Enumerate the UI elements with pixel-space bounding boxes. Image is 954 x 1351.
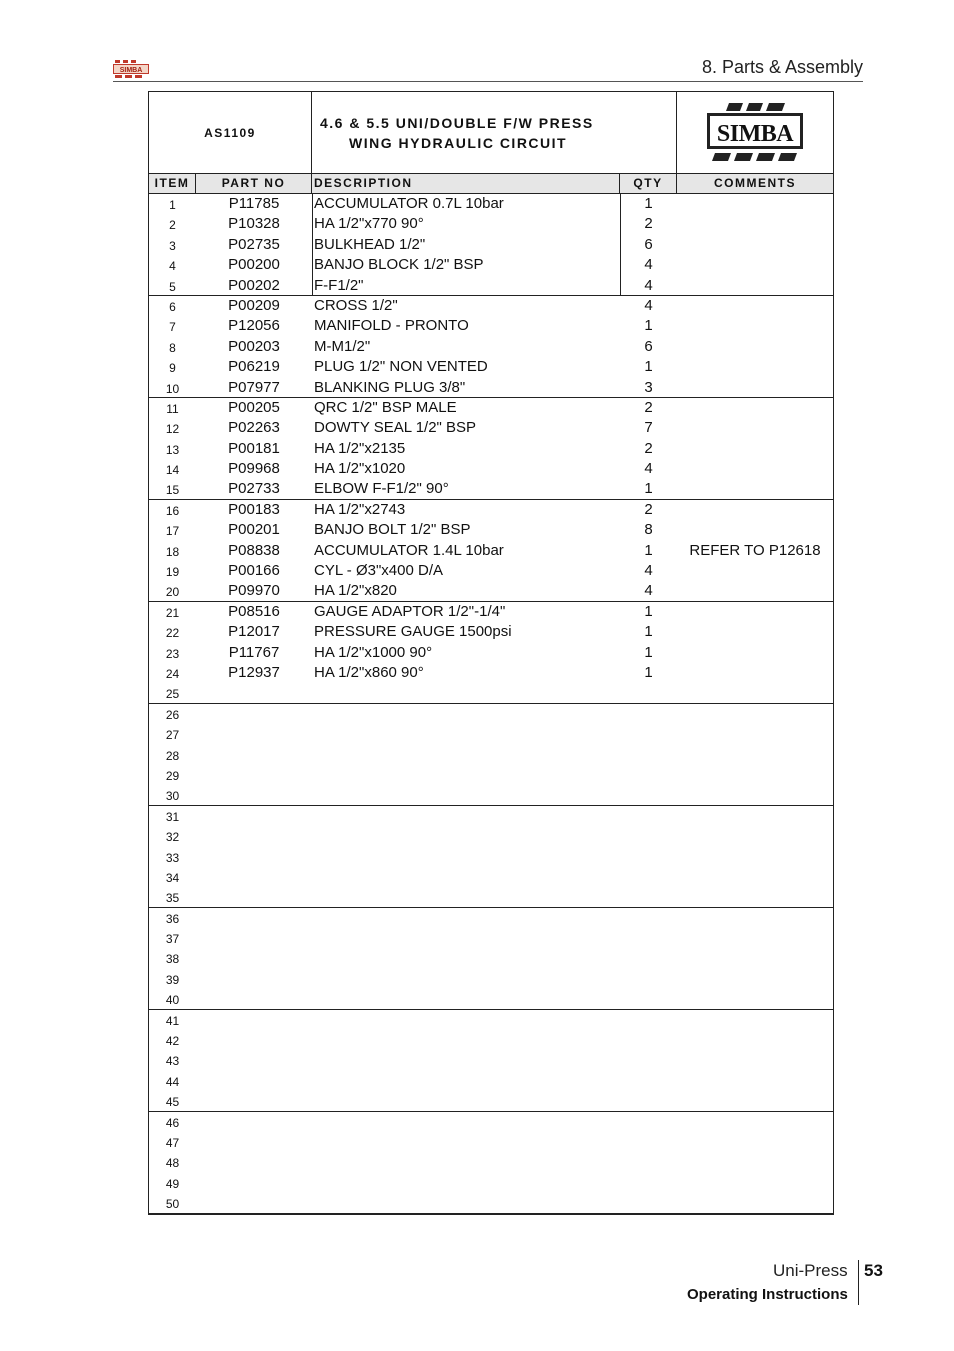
- item-number: 12: [165, 422, 180, 437]
- table-row: [149, 296, 833, 316]
- item-number: 30: [165, 789, 180, 804]
- item-number: 7: [169, 320, 176, 335]
- item-number: 19: [165, 565, 180, 580]
- part-number: P00203: [228, 337, 280, 355]
- part-number: P00166: [228, 562, 280, 580]
- table-row: [149, 1071, 833, 1091]
- item-number: 24: [165, 666, 180, 681]
- table-title-row: [149, 92, 833, 174]
- item-number: 4: [169, 259, 176, 274]
- item-number: 13: [165, 442, 180, 457]
- table-row: [149, 1030, 833, 1050]
- item-number: 26: [165, 707, 180, 722]
- quantity: 1: [644, 480, 653, 498]
- quantity: 2: [644, 439, 653, 457]
- quantity: 1: [644, 643, 653, 661]
- item-number: 11: [166, 401, 179, 416]
- quantity: 1: [644, 195, 653, 212]
- svg-text:SIMBA: SIMBA: [716, 121, 794, 147]
- table-row: [149, 1010, 833, 1030]
- part-number: P11785: [228, 195, 280, 212]
- assembly-code: AS1109: [149, 92, 312, 174]
- description: M-M1/2": [314, 337, 371, 355]
- item-number: 1: [169, 198, 176, 212]
- item-number: 40: [165, 993, 180, 1008]
- description: CROSS 1/2": [314, 296, 398, 314]
- table-row: [149, 479, 833, 499]
- item-number: 49: [165, 1176, 180, 1191]
- table-row: [149, 602, 833, 622]
- part-number: P07977: [228, 378, 280, 396]
- table-row: [149, 337, 833, 357]
- table-row: [149, 1050, 833, 1070]
- table-row: [149, 928, 833, 948]
- quantity: 1: [644, 663, 653, 681]
- description: ACCUMULATOR 0.7L 10bar: [314, 195, 504, 212]
- col-comments: COMMENTS: [714, 176, 796, 190]
- col-qty: QTY: [620, 174, 677, 193]
- table-row: [149, 194, 833, 214]
- item-number: 16: [165, 503, 180, 518]
- quantity: 2: [644, 500, 653, 518]
- table-row: [149, 418, 833, 438]
- description: HA 1/2"x2135: [314, 439, 406, 457]
- item-number: 25: [165, 687, 180, 702]
- assembly-title-line1: 4.6 & 5.5 UNI/DOUBLE F/W PRESS: [320, 115, 594, 131]
- table-row: [149, 765, 833, 785]
- item-number: 38: [165, 952, 180, 967]
- table-row: [149, 214, 833, 234]
- description: BANJO BOLT 1/2" BSP: [314, 521, 471, 539]
- table-row: [149, 989, 833, 1009]
- comment: REFER TO P12618: [689, 541, 821, 559]
- part-number: P02735: [228, 235, 280, 253]
- description: ELBOW F-F1/2" 90°: [314, 480, 449, 498]
- item-number: 42: [165, 1034, 180, 1049]
- quantity: 4: [644, 562, 653, 580]
- part-number: P12937: [228, 663, 280, 681]
- item-number: 14: [165, 463, 180, 478]
- table-row: [149, 316, 833, 336]
- item-number: 10: [165, 381, 180, 396]
- quantity: 2: [644, 215, 653, 233]
- column-headers: [149, 174, 833, 194]
- part-number: P00205: [228, 398, 280, 416]
- table-row: [149, 459, 833, 479]
- item-number: 31: [165, 809, 180, 824]
- item-number: 17: [165, 524, 180, 539]
- item-number: 35: [165, 891, 180, 906]
- part-number: P09968: [228, 460, 280, 478]
- table-row: [149, 806, 833, 826]
- item-number: 36: [165, 911, 180, 926]
- parts-rows: [149, 194, 833, 1214]
- description: HA 1/2"x820: [314, 582, 397, 600]
- description: F-F1/2": [314, 276, 364, 294]
- table-row: [149, 867, 833, 887]
- table-row: [149, 520, 833, 540]
- part-number: P06219: [228, 358, 280, 376]
- parts-table: [148, 91, 834, 1215]
- table-row: [149, 276, 833, 296]
- description: BLANKING PLUG 3/8": [314, 378, 466, 396]
- table-row: [149, 663, 833, 683]
- item-number: 20: [165, 585, 180, 600]
- description: BULKHEAD 1/2": [314, 235, 426, 253]
- footer-product: Uni-Press: [773, 1261, 848, 1280]
- table-row: [149, 561, 833, 581]
- description: GAUGE ADAPTOR 1/2"-1/4": [314, 602, 506, 620]
- assembly-title-line2: WING HYDRAULIC CIRCUIT: [349, 135, 568, 151]
- part-number: P10328: [228, 215, 280, 233]
- quantity: 1: [644, 317, 653, 335]
- table-row: [149, 357, 833, 377]
- item-number: 33: [165, 850, 180, 865]
- table-row: [149, 847, 833, 867]
- item-number: 22: [165, 626, 180, 641]
- part-number: P00209: [228, 296, 280, 314]
- part-number: P00183: [228, 500, 280, 518]
- table-row: [149, 643, 833, 663]
- description: DOWTY SEAL 1/2" BSP: [314, 419, 477, 437]
- header-rule: [113, 81, 863, 82]
- part-number: P02733: [228, 480, 280, 498]
- item-number: 41: [165, 1013, 180, 1028]
- description: HA 1/2"x860 90°: [314, 663, 424, 681]
- table-row: [149, 398, 833, 418]
- description: HA 1/2"x2743: [314, 500, 406, 518]
- item-number: 9: [169, 361, 176, 376]
- part-number: P11767: [228, 643, 280, 661]
- item-number: 34: [165, 870, 180, 885]
- item-number: 32: [165, 830, 180, 845]
- item-number: 45: [165, 1095, 180, 1110]
- item-number: 47: [165, 1135, 180, 1150]
- table-row: [149, 745, 833, 765]
- table-row: [149, 1152, 833, 1172]
- assembly-title: [312, 92, 677, 174]
- table-row: [149, 1173, 833, 1193]
- table-row: [149, 969, 833, 989]
- item-number: 43: [165, 1054, 180, 1069]
- table-row: [149, 887, 833, 907]
- table-row: [149, 785, 833, 805]
- quantity: 1: [644, 602, 653, 620]
- col-description: DESCRIPTION: [312, 174, 620, 193]
- item-number: 3: [169, 238, 176, 253]
- part-number: P09970: [228, 582, 280, 600]
- part-number: P08516: [228, 602, 280, 620]
- page-number: 53: [864, 1261, 883, 1280]
- footer-divider: [858, 1260, 859, 1305]
- quantity: 4: [644, 276, 653, 294]
- item-number: 29: [165, 768, 180, 783]
- table-row: [149, 1091, 833, 1111]
- description: MANIFOLD - PRONTO: [314, 317, 469, 335]
- part-number: P12017: [228, 623, 280, 641]
- quantity: 3: [644, 378, 653, 396]
- table-row: [149, 683, 833, 703]
- table-row: [149, 378, 833, 398]
- item-number: 37: [165, 932, 180, 947]
- col-item: ITEM: [149, 174, 196, 193]
- item-number: 28: [165, 748, 180, 763]
- part-number: P12056: [228, 317, 280, 335]
- item-number: 39: [165, 972, 180, 987]
- description: HA 1/2"x1020: [314, 460, 406, 478]
- item-number: 27: [165, 728, 180, 743]
- simba-header-logo: [113, 59, 149, 79]
- quantity: 6: [644, 337, 653, 355]
- description: PRESSURE GAUGE 1500psi: [314, 623, 512, 641]
- table-row: [149, 948, 833, 968]
- description: HA 1/2"x1000 90°: [314, 643, 433, 661]
- table-row: [149, 581, 833, 601]
- item-number: 5: [169, 279, 176, 294]
- table-row: [149, 1112, 833, 1132]
- simba-logo: [677, 92, 833, 174]
- svg-text:SIMBA: SIMBA: [119, 67, 143, 74]
- item-number: 6: [169, 299, 176, 314]
- part-number: P02263: [228, 419, 280, 437]
- col-part-no: PART NO: [196, 174, 312, 193]
- description: PLUG 1/2" NON VENTED: [314, 358, 488, 376]
- table-row: [149, 908, 833, 928]
- quantity: 4: [644, 296, 653, 314]
- item-number: 21: [165, 605, 180, 620]
- section-title: 8. Parts & Assembly: [701, 57, 863, 77]
- part-number: P08838: [228, 541, 280, 559]
- quantity: 6: [644, 235, 653, 253]
- table-row: [149, 255, 833, 275]
- part-number: P00201: [228, 521, 280, 539]
- table-row: [149, 724, 833, 744]
- item-number: 44: [165, 1074, 180, 1089]
- table-row: [149, 439, 833, 459]
- table-row: [149, 826, 833, 846]
- quantity: 4: [644, 256, 653, 274]
- description: HA 1/2"x770 90°: [314, 215, 424, 233]
- table-row: [149, 1193, 833, 1213]
- item-number: 23: [165, 646, 180, 661]
- description: CYL - Ø3"x400 D/A: [314, 562, 443, 580]
- part-number: P00200: [228, 256, 280, 274]
- item-number: 18: [165, 544, 180, 559]
- item-number: 48: [165, 1156, 180, 1171]
- item-number: 2: [169, 218, 176, 233]
- table-row: [149, 622, 833, 642]
- quantity: 1: [644, 623, 653, 641]
- quantity: 8: [644, 521, 653, 539]
- table-row: [149, 704, 833, 724]
- description: QRC 1/2" BSP MALE: [314, 398, 457, 416]
- part-number: P00181: [228, 439, 280, 457]
- table-row: [149, 235, 833, 255]
- table-row: [149, 1132, 833, 1152]
- quantity: 1: [644, 541, 653, 559]
- part-number: P00202: [228, 276, 280, 294]
- table-row: [149, 500, 833, 520]
- simba-logo-icon: [705, 101, 805, 165]
- description: BANJO BLOCK 1/2" BSP: [314, 256, 484, 274]
- quantity: 4: [644, 460, 653, 478]
- item-number: 46: [165, 1115, 180, 1130]
- description: ACCUMULATOR 1.4L 10bar: [314, 541, 504, 559]
- item-number: 50: [165, 1197, 180, 1212]
- item-number: 8: [169, 340, 176, 355]
- item-number: 15: [165, 483, 180, 498]
- table-row: [149, 541, 833, 561]
- quantity: 2: [644, 398, 653, 416]
- quantity: 7: [644, 419, 653, 437]
- quantity: 1: [644, 358, 653, 376]
- quantity: 4: [644, 582, 653, 600]
- footer-subtitle: Operating Instructions: [687, 1286, 848, 1303]
